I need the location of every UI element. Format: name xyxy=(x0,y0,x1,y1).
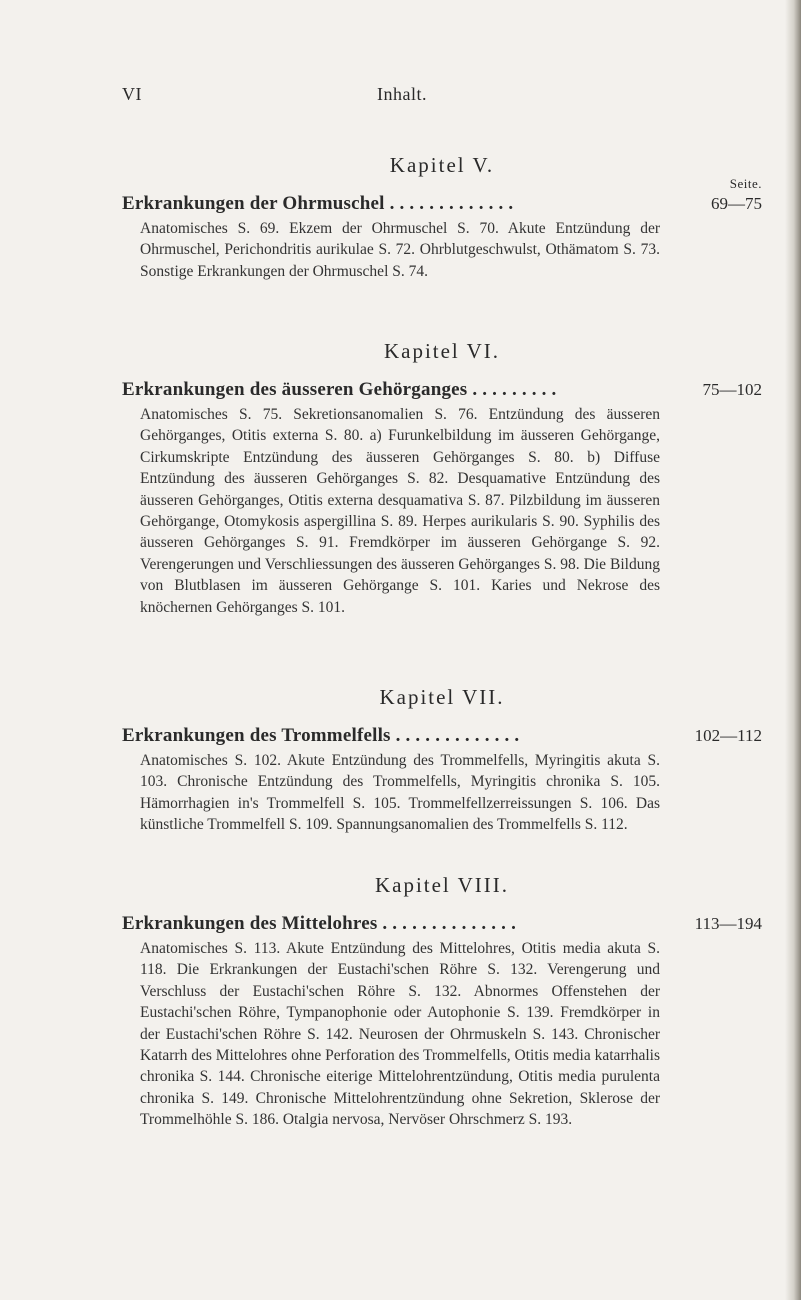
toc-entry-pages: 102—112 xyxy=(694,726,762,745)
running-head-title: Inhalt. xyxy=(377,84,427,104)
chapter-6 xyxy=(122,336,762,618)
toc-entry-pages: 75—102 xyxy=(702,380,762,399)
toc-entry-pages: 69—75 xyxy=(711,194,762,213)
chapter-heading: Kapitel VI. xyxy=(383,339,501,363)
page-number: VI xyxy=(122,84,142,104)
chapter-8 xyxy=(122,870,762,1131)
chapter-heading: Kapitel VII. xyxy=(379,685,505,709)
seite-column-label: Seite. xyxy=(729,176,762,191)
page-edge-shadow xyxy=(785,0,801,1300)
toc-entry-summary: Anatomisches S. 102. Akute Entzündung des Trommelfells, Myringitis akuta S. 103. Chronische Entzündung des Trommelfells, Myringitis chronika S. 105. Hämorrhagien in's Trommelfell S. 105. Trommelfellzerreissungen S. 106. Das künstliche Trommelfell S. 109. Spannungsanomalien des Trommelfells S. 112. xyxy=(140,752,660,834)
toc-entry-row[interactable] xyxy=(122,190,762,218)
toc-entry-summary: Anatomisches S. 113. Akute Entzündung des Mittelohres, Otitis media akuta S. 118. Die Erkrankungen der Eustachi'schen Röhre S. 132. Verengerung und Verschluss der Eustachi'schen Röhre S. 132. Abnormes Offenstehen der Eustachi'schen Röhre, Tympanophonie oder Autophonie S. 139. Fremdkörper in der Eustachi'schen Röhre S. 142. Neurosen der Ohrmuskeln S. 143. Chronischer Katarrh des Mittelohres ohne Perforation des Trommelfells, Otitis media katarrhalis chronika S. 144. Chronische eiterige Mittelohrentzündung, Otitis media purulenta chronika S. 149. Chronische Mittelohrentzündung ohne Sekretion, Sklerose der Trommelhöhle S. 186. Otalgia nervosa, Nervöser Ohrschmerz S. 193. xyxy=(140,940,660,1129)
chapter-5 xyxy=(122,150,762,282)
chapter-heading: Kapitel V. xyxy=(389,153,495,177)
chapter-7 xyxy=(122,682,762,836)
toc-entry-title[interactable]: Erkrankungen des Mittelohres . . . . . . . . . . . . . . xyxy=(122,913,517,934)
toc-entry-row[interactable] xyxy=(122,722,762,750)
toc-entry-pages: 113—194 xyxy=(694,914,762,933)
toc-entry-title[interactable]: Erkrankungen des Trommelfells . . . . . . . . . . . . . xyxy=(122,725,520,746)
toc-entry-row[interactable] xyxy=(122,376,762,404)
toc-entry-summary: Anatomisches S. 75. Sekretionsanomalien S. 76. Entzündung des äusseren Gehörganges, Otitis externa S. 80. a) Furunkelbildung im äusseren Gehörgange, Cirkumskripte Entzündung des äusseren Gehörganges S. 80. b) Diffuse Entzündung des äusseren Gehörganges S. 82. Desquamative Entzündung des äusseren Gehörganges, Otitis externa desquamativa S. 87. Pilzbildung im äusseren Gehörgange, Otomykosis aspergillina S. 89. Herpes aurikularis S. 90. Syphilis des äusseren Gehörganges S. 91. Fremdkörper im äusseren Gehörgange S. 92. Verengerungen und Verschliessungen des äusseren Gehörganges S. 98. Die Bildung von Blutblasen im äusseren Gehörgange S. 101. Karies und Nekrose des knöchernen Gehörganges S. 101. xyxy=(140,406,660,616)
toc-entry-row[interactable] xyxy=(122,910,762,938)
running-head xyxy=(122,84,682,110)
toc-entry-title[interactable]: Erkrankungen des äusseren Gehörganges . . . . . . . . . xyxy=(122,379,557,400)
toc-entry-title[interactable]: Erkrankungen der Ohrmuschel . . . . . . . . . . . . . xyxy=(122,193,514,214)
chapter-heading: Kapitel VIII. xyxy=(374,873,510,897)
toc-entry-summary: Anatomisches S. 69. Ekzem der Ohrmuschel S. 70. Akute Entzündung der Ohrmuschel, Perichondritis aurikulae S. 72. Ohrblutgeschwulst, Othämatom S. 73. Sonstige Erkrankungen der Ohrmuschel S. 74. xyxy=(140,220,660,280)
